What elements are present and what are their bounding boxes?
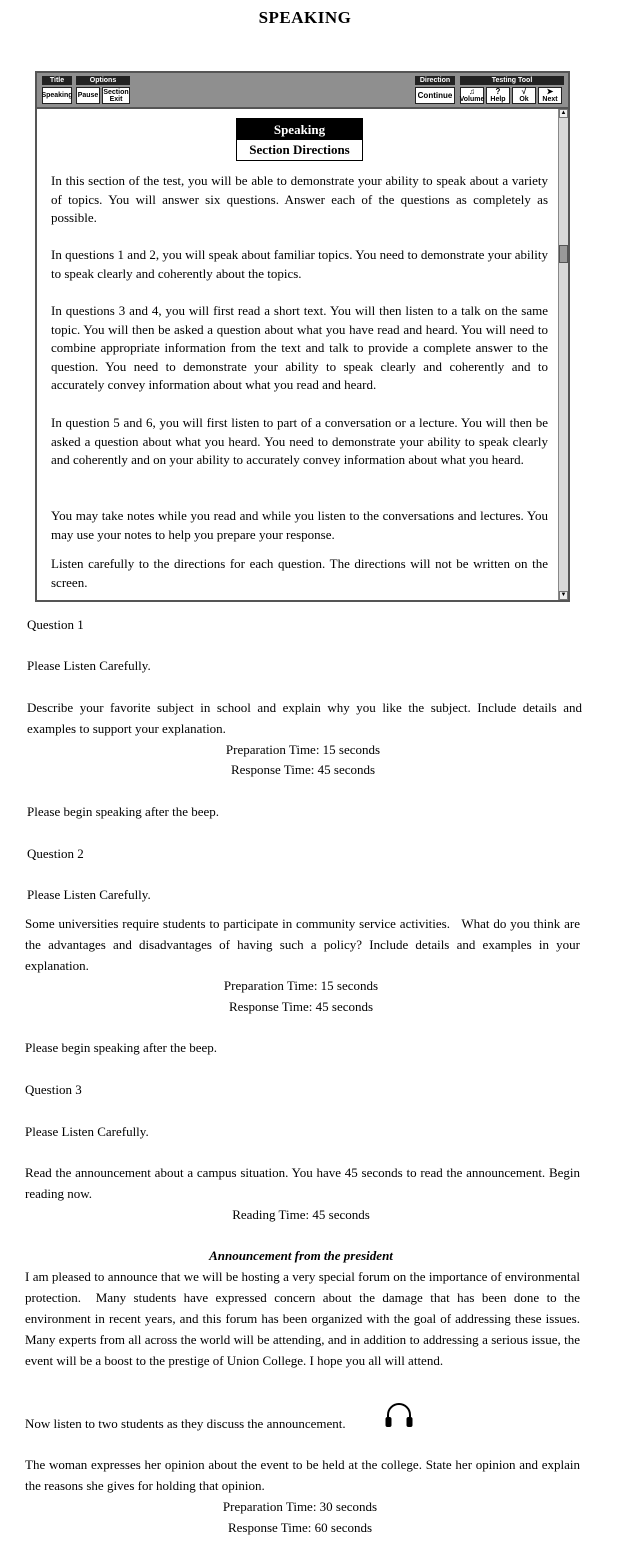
next-button[interactable] [538,87,562,104]
question-2-begin: Please begin speaking after the beep. [25,1040,218,1055]
directions-content [39,109,559,600]
title-button[interactable]: Speaking [42,87,72,104]
question-3-prep-time: Preparation Time: 30 seconds [222,1499,378,1514]
volume-label: Volume [459,96,485,103]
headphones-icon [384,1403,414,1429]
question-1-prep-time: Preparation Time: 15 seconds [225,742,381,757]
help-label: Help [490,96,506,103]
pause-button[interactable]: Pause [76,87,100,104]
help-icon: ? [495,87,501,96]
section-directions-header [236,118,363,161]
directions-paragraph: You may take notes while you read and while you listen to the conversations and lectures. You may use your notes to help you prepare your response. [51,508,548,542]
directions-paragraph: In questions 1 and 2, you will speak about familiar topics. You need to demonstrate your ability to speak clearly and coherently about the topics. [51,247,548,281]
testing-tool-group [460,76,564,104]
question-2-label: Question 2 [27,846,84,861]
volume-button[interactable] [460,87,484,104]
question-3-label: Question 3 [25,1082,82,1097]
test-window [35,71,570,602]
directions-paragraph: Listen carefully to the directions for each question. The directions will not be written on the screen. [51,556,548,590]
question-2-prompt: Some universities require students to participate in community service activities. What do you think are the advantages and disadvantages of having such a policy? Include details and examples in your explanation. [25,916,584,973]
direction-group [415,76,455,104]
section-directions-label: Section Directions [237,140,362,160]
help-button[interactable] [486,87,510,104]
section-exit-label-1: Section [103,88,129,96]
question-3-listen: Please Listen Carefully. [25,1124,149,1139]
listen-students-text: Now listen to two students as they discuss the announcement. [25,1416,346,1431]
directions-paragraph: In question 5 and 6, you will first listen to part of a conversation or a lecture. You will then be asked a question about what you heard. You need to demonstrate your ability to speak clearly and coherently and on your ability to accurately convey information about what you heard. [51,415,548,468]
scroll-down-icon[interactable]: ▼ [560,592,567,598]
scroll-up-icon[interactable]: ▲ [560,110,567,116]
directions-paragraph: In questions 3 and 4, you will first read a short text. You will then listen to a talk on the same topic. You will then be asked a question about what you have read and heard. You will need to combine appropriate information from the text and talk to provide a complete answer to the question. You need to demonstrate your ability to speak clearly and coherently and to accurately convey information about what you read and heard. [51,303,548,393]
speaking-header: Speaking [237,119,362,140]
continue-button[interactable]: Continue [415,87,455,104]
directions-paragraph: In this section of the test, you will be able to demonstrate your ability to speak about a variety of topics. You will answer six questions. Answer each of the questions as completely as possible. [51,173,548,226]
ok-button[interactable] [512,87,536,104]
testing-tool-header: Testing Tool [460,76,564,85]
title-header: Title [42,76,72,85]
title-group [42,76,72,104]
question-1-label: Question 1 [27,617,84,632]
question-3-prompt: Read the announcement about a campus situation. You have 45 seconds to read the announcement. Begin reading now. [25,1165,580,1201]
ok-icon: √ [521,87,527,96]
question-1-prompt: Describe your favorite subject in school and explain why you like the subject. Include details and examples to support your explanation. [27,700,582,736]
question-1-begin: Please begin speaking after the beep. [27,804,220,819]
scrollbar[interactable] [558,109,568,600]
announcement-title: Announcement from the president [209,1248,393,1263]
scroll-thumb[interactable] [559,245,568,263]
question-3-response-time: Response Time: 60 seconds [227,1520,373,1535]
question-3-reading-time: Reading Time: 45 seconds [232,1207,370,1222]
question-1-listen: Please Listen Carefully. [27,658,151,673]
volume-icon: ♫ [469,87,475,96]
question-2-prep-time: Preparation Time: 15 seconds [223,978,379,993]
question-2-response-time: Response Time: 45 seconds [228,999,374,1014]
toolbar [37,73,568,109]
question-3-prompt-2: The woman expresses her opinion about the event to be held at the college. State her opinion and explain the reasons she gives for holding that opinion. [25,1457,580,1493]
next-icon: ➤ [546,87,554,96]
section-exit-button[interactable] [102,87,130,104]
options-header: Options [76,76,130,85]
announcement-text: I am pleased to announce that we will be hosting a very special forum on the importance of environmental protection. Many students have expressed concern about the damage that has been done to the environment in recent years, and this forum has been organized with the goal of addressing these issues. Many experts from all across the world will be attending, and in addition to addressing a serious issue, the event will be a boost to the prestige of Union College. I hope you all will attend. [25,1269,587,1368]
next-label: Next [542,96,558,103]
section-exit-label-2: Exit [109,95,123,103]
question-1-response-time: Response Time: 45 seconds [230,762,376,777]
page-title: SPEAKING [258,8,352,27]
ok-label: Ok [519,96,529,103]
options-group [76,76,130,104]
question-2-listen: Please Listen Carefully. [27,887,151,902]
direction-header: Direction [415,76,455,85]
